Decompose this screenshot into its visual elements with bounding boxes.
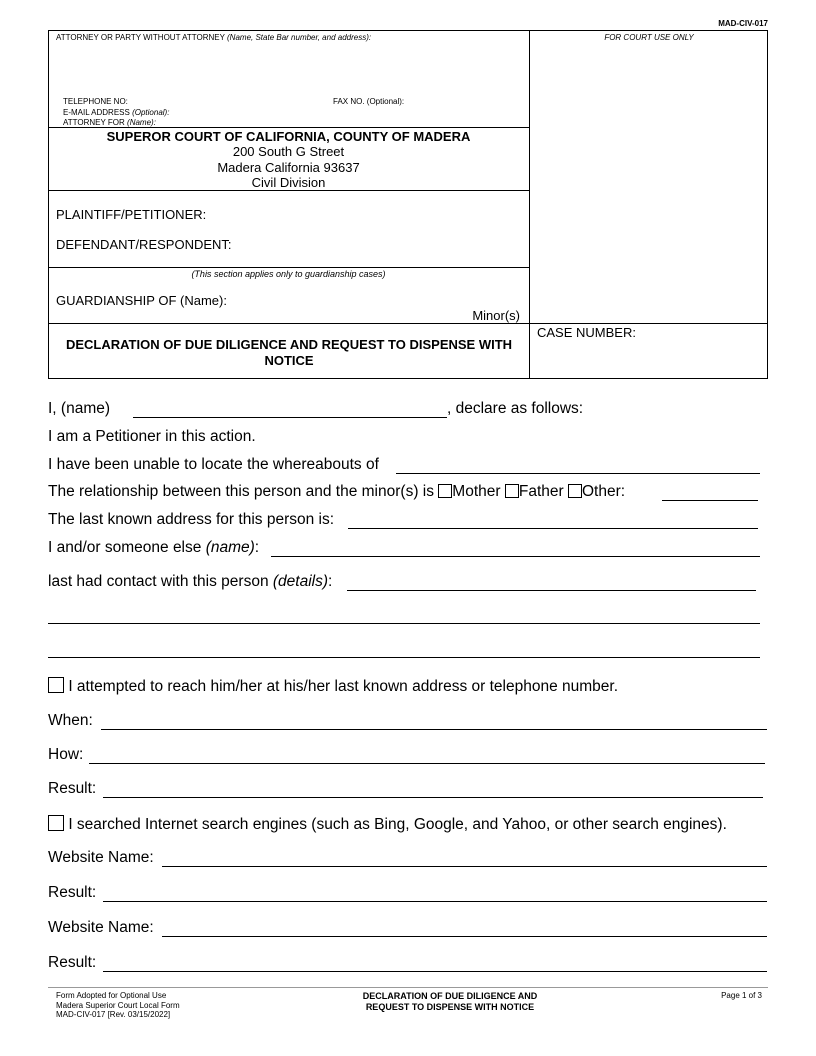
- other-label: Other:: [581, 483, 626, 500]
- details-input-line-2[interactable]: [48, 623, 760, 624]
- name-input-line[interactable]: [133, 417, 447, 418]
- court-city: Madera California 93637: [217, 160, 360, 175]
- last-contact-line: [48, 573, 332, 591]
- guardianship-label: GUARDIANSHIP OF (Name):: [56, 293, 227, 308]
- colon: :: [328, 573, 333, 590]
- father-label: Father: [518, 483, 564, 500]
- court-use-label: [533, 33, 765, 42]
- page-number: Page 1 of 3: [721, 991, 762, 1000]
- result-label-2: Result:: [48, 884, 97, 901]
- website-name-input-line-2[interactable]: [162, 936, 767, 937]
- footer-court-form: Madera Superior Court Local Form: [56, 1000, 180, 1010]
- last-address-input-line[interactable]: [348, 528, 758, 529]
- attempt-reach-checkbox[interactable]: [48, 677, 64, 693]
- someone-else-hint: (name): [205, 539, 255, 556]
- someone-else-line: [48, 539, 259, 557]
- minors-label: Minor(s): [472, 308, 520, 323]
- how-label: How:: [48, 746, 84, 763]
- internet-search-line: [48, 815, 727, 834]
- attempt-reach-line: [48, 677, 618, 696]
- attorney-label: [56, 33, 371, 42]
- last-contact-hint: (details): [272, 573, 329, 590]
- fax-label: FAX NO. (Optional):: [333, 97, 405, 106]
- result-label-1: Result:: [48, 780, 97, 797]
- divider: [48, 323, 768, 324]
- website-name-label-1: Website Name:: [48, 849, 154, 866]
- result-input-line-2[interactable]: [103, 901, 767, 902]
- form-code: MAD-CIV-017: [718, 19, 768, 28]
- when-input-line[interactable]: [101, 729, 767, 730]
- how-input-line[interactable]: [89, 763, 765, 764]
- footer-divider: [48, 987, 768, 988]
- result-input-line-1[interactable]: [103, 797, 763, 798]
- website-name-label-2: Website Name:: [48, 919, 154, 936]
- unable-locate-label: I have been unable to locate the whereabouts of: [48, 456, 379, 473]
- name-prefix: I, (name): [48, 400, 111, 417]
- result-input-line-3[interactable]: [103, 971, 767, 972]
- footer-title-line-1: DECLARATION OF DUE DILIGENCE AND: [362, 991, 538, 1001]
- court-division: Civil Division: [251, 175, 326, 190]
- mother-checkbox[interactable]: [438, 484, 452, 498]
- defendant-label: DEFENDANT/RESPONDENT:: [56, 237, 232, 252]
- relationship-line: [48, 483, 625, 501]
- website-name-input-line-1[interactable]: [162, 866, 767, 867]
- attorney-for-label-text: ATTORNEY FOR: [63, 118, 125, 127]
- attorney-label-text: ATTORNEY OR PARTY WITHOUT ATTORNEY: [56, 33, 225, 42]
- telephone-label: TELEPHONE NO:: [63, 97, 128, 106]
- court-street: 200 South G Street: [232, 144, 345, 159]
- last-contact-prefix: last had contact with this person: [48, 573, 269, 590]
- last-address-label: The last known address for this person is:: [48, 511, 335, 528]
- email-label-text: E-MAIL ADDRESS: [63, 108, 130, 117]
- guardianship-note-text: (This section applies only to guardianship cases): [191, 269, 386, 279]
- name-line: [48, 400, 110, 418]
- court-name: SUPEROR COURT OF CALIFORNIA, COUNTY OF MADERA: [106, 129, 471, 144]
- attorney-for-label: [63, 118, 156, 127]
- divider: [48, 190, 529, 191]
- someone-else-prefix: I and/or someone else: [48, 539, 202, 556]
- details-input-line-3[interactable]: [48, 657, 760, 658]
- internet-search-checkbox[interactable]: [48, 815, 64, 831]
- email-label: [63, 108, 169, 117]
- attempt-reach-label: I attempted to reach him/her at his/her last known address or telephone number.: [68, 678, 619, 695]
- when-label: When:: [48, 712, 93, 729]
- father-checkbox[interactable]: [505, 484, 519, 498]
- colon: :: [254, 539, 260, 556]
- email-hint: (Optional):: [132, 108, 170, 117]
- caption-divider: [529, 30, 530, 379]
- whereabouts-input-line[interactable]: [396, 473, 760, 474]
- someone-else-input-line[interactable]: [271, 556, 760, 557]
- attorney-hint: (Name, State Bar number, and address):: [227, 33, 372, 42]
- attorney-for-hint: (Name):: [127, 118, 156, 127]
- footer-left: [56, 991, 180, 1020]
- footer-title-line-2: REQUEST TO DISPENSE WITH NOTICE: [365, 1002, 535, 1012]
- divider: [48, 127, 529, 128]
- last-contact-input-line[interactable]: [347, 590, 756, 591]
- plaintiff-label: PLAINTIFF/PETITIONER:: [56, 207, 207, 222]
- petitioner-statement: I am a Petitioner in this action.: [48, 428, 256, 445]
- result-label-3: Result:: [48, 954, 97, 971]
- internet-search-label: I searched Internet search engines (such as Bing, Google, and Yahoo, or other search engines).: [68, 816, 727, 833]
- caption-box: [48, 30, 768, 379]
- mother-label: Mother: [452, 483, 501, 500]
- relationship-prefix: The relationship between this person and the minor(s) is: [48, 483, 434, 500]
- case-number-label: CASE NUMBER:: [537, 325, 636, 340]
- declare-suffix: , declare as follows:: [447, 400, 584, 417]
- form-title: DECLARATION OF DUE DILIGENCE AND REQUEST TO DISPENSE WITH NOTICE: [65, 337, 513, 368]
- guardianship-note: [48, 269, 529, 279]
- divider: [48, 267, 529, 268]
- footer-adopted: Form Adopted for Optional Use: [56, 991, 167, 1000]
- footer-revision: MAD-CIV-017 [Rev. 03/15/2022]: [56, 1010, 171, 1019]
- other-input-line[interactable]: [662, 500, 758, 501]
- court-use-label-text: FOR COURT USE ONLY: [604, 33, 694, 42]
- other-checkbox[interactable]: [568, 484, 582, 498]
- footer-title: [310, 991, 590, 1013]
